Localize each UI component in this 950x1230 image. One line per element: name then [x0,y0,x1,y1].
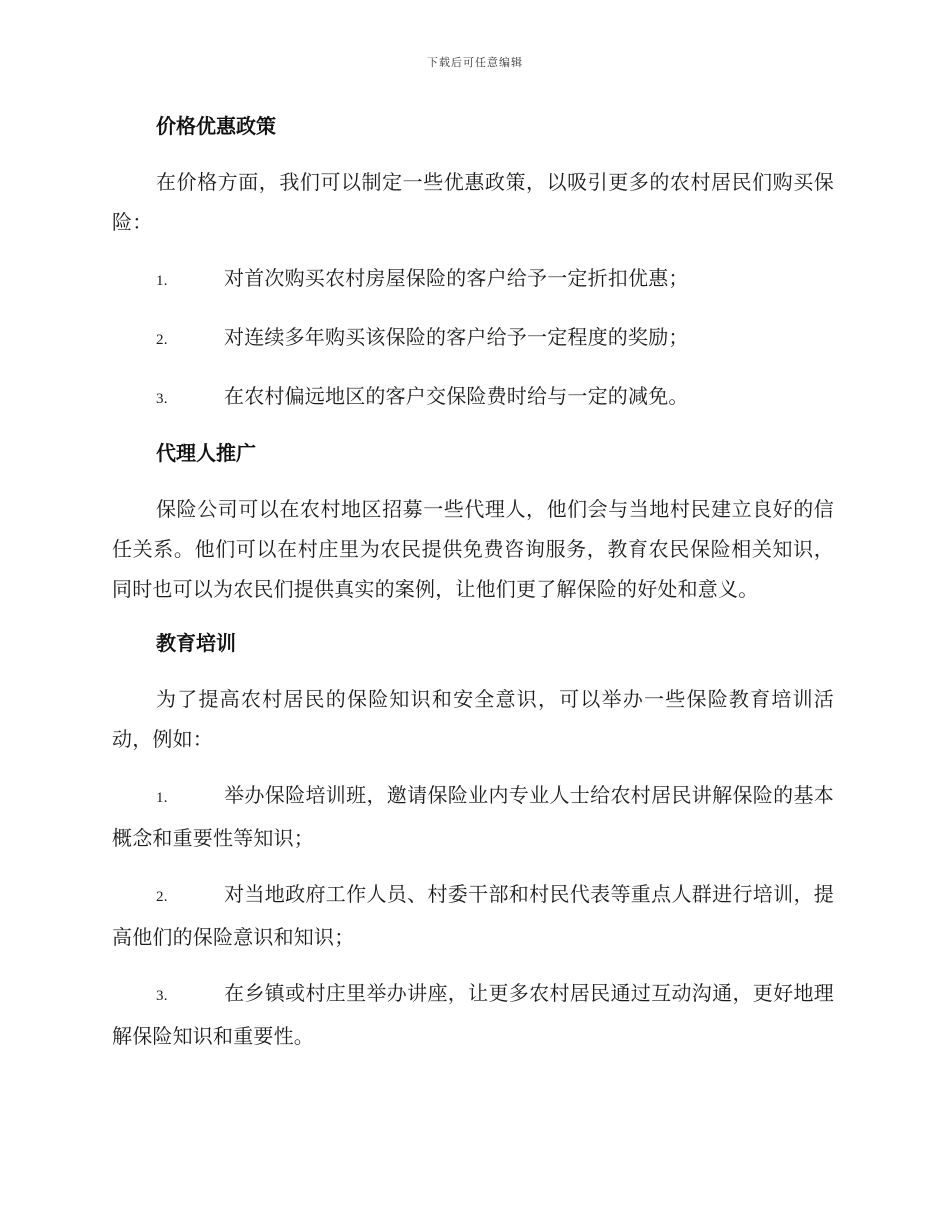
list-item-text: 在农村偏远地区的客户交保险费时给与一定的减免。 [224,384,689,408]
section-paragraph: 在价格方面，我们可以制定一些优惠政策，以吸引更多的农村居民们购买保险： [112,170,834,234]
list-item-text: 举办保险培训班，邀请保险业内专业人士给农村居民讲解保险的基本概念和重要性等知识； [112,783,834,850]
list-item [112,317,834,360]
list-item-text: 对连续多年购买该保险的客户给予一定程度的奖励； [224,325,689,349]
list-number: 3. [156,988,168,1004]
section-education-training [112,625,834,1056]
section-agent-promotion [112,435,834,609]
list-item [112,775,834,858]
list-number: 2. [156,889,168,905]
list-item-text: 对当地政府工作人员、村委干部和村民代表等重点人群进行培训，提高他们的保险意识和知识； [112,882,834,949]
list-number: 2. [156,332,168,348]
section-paragraph: 为了提高农村居民的保险知识和安全意识，可以举办一些保险教育培训活动，例如： [112,687,834,751]
list-item [112,376,834,419]
page-header-note: 下载后可任意编辑 [427,56,523,69]
list-item [112,973,834,1056]
list-number: 1. [156,273,168,289]
list-item [112,874,834,957]
list-number: 3. [156,391,168,407]
list-item [112,258,834,301]
list-item-text: 对首次购买农村房屋保险的客户给予一定折扣优惠； [224,266,689,290]
section-heading: 价格优惠政策 [156,114,276,138]
list-number: 1. [156,790,168,806]
section-price-policy [112,108,834,419]
section-paragraph: 保险公司可以在农村地区招募一些代理人，他们会与当地村民建立良好的信任关系。他们可以在村庄里为农民提供免费咨询服务，教育农民保险相关知识，同时也可以为农民们提供真实的案例，让他们更了解保险的好处和意义。 [112,497,834,601]
section-heading: 代理人推广 [156,441,256,465]
list-item-text: 在乡镇或村庄里举办讲座，让更多农村居民通过互动沟通，更好地理解保险知识和重要性。 [112,981,834,1048]
section-heading: 教育培训 [156,631,236,655]
document-body [112,108,834,1072]
